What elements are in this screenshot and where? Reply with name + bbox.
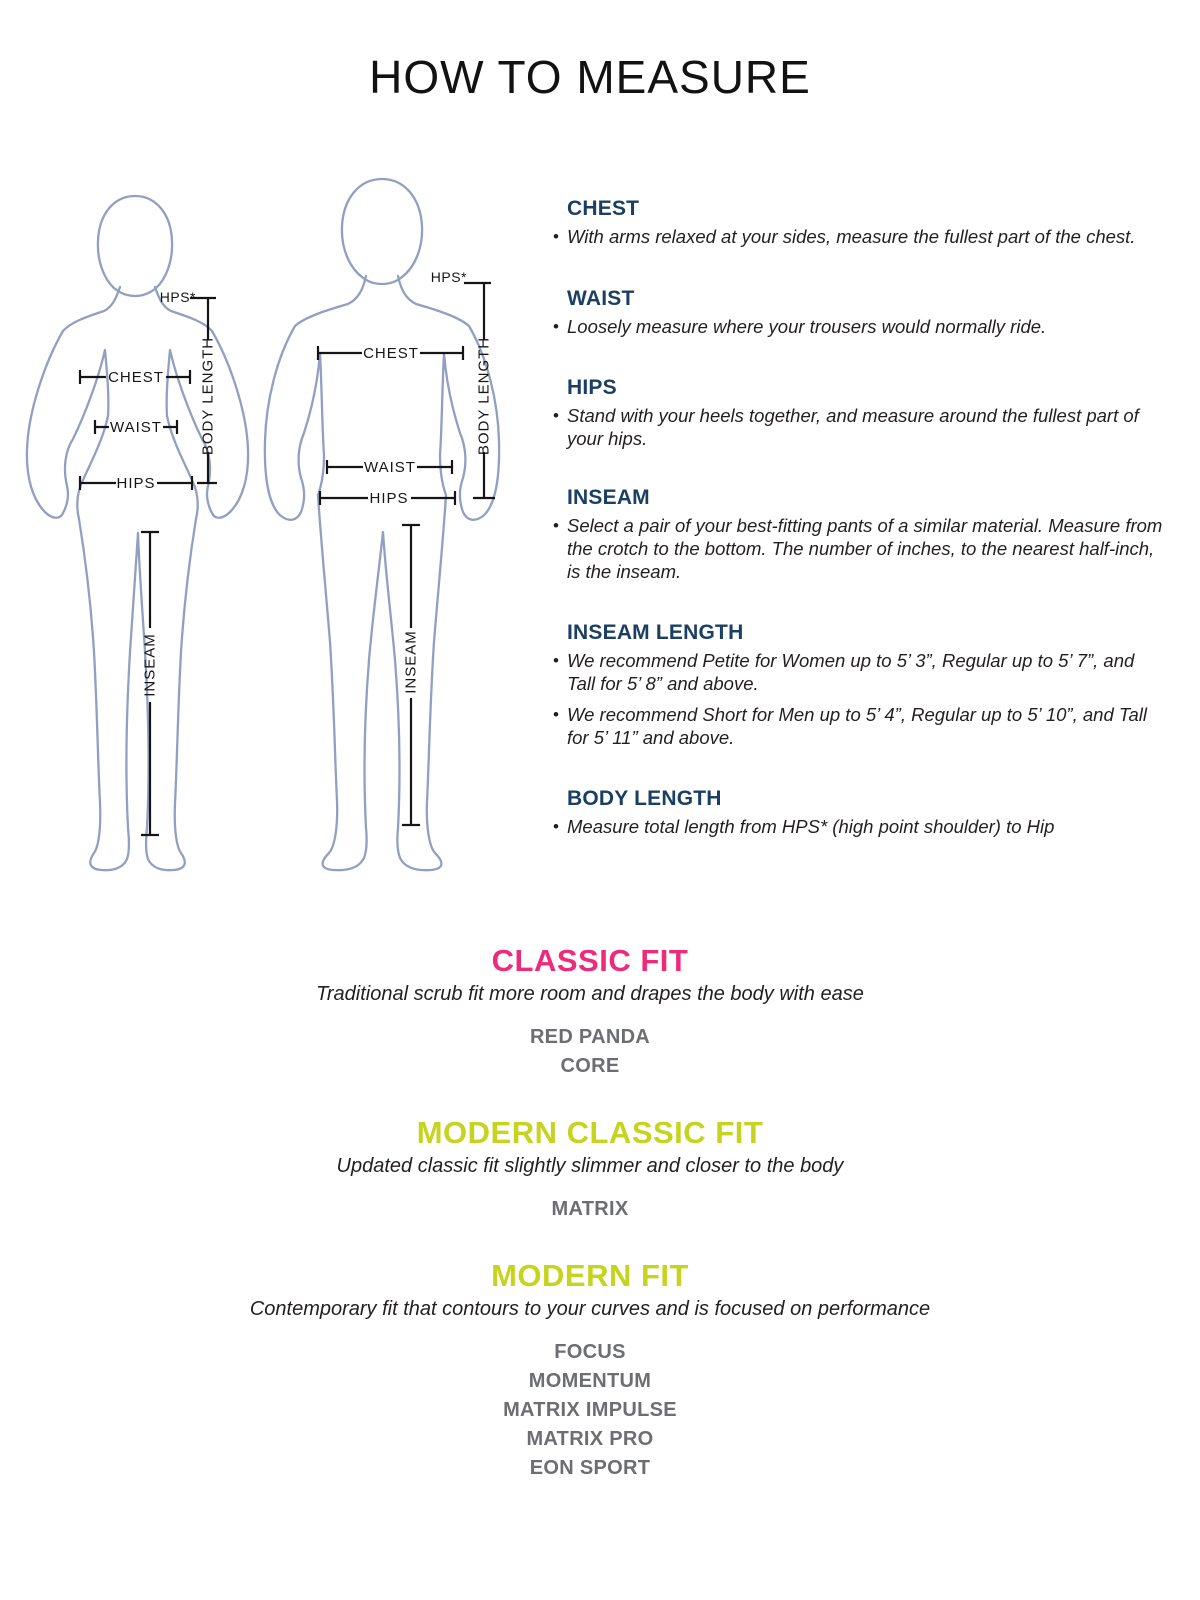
female-hps-label: HPS* (159, 289, 196, 305)
brand-item: FOCUS (554, 1341, 626, 1363)
male-hips-label: HIPS (369, 490, 409, 507)
brand-item: MATRIX (551, 1198, 629, 1220)
male-hps-label: HPS* (430, 269, 467, 285)
female-bodylength-label: BODY LENGTH (199, 336, 217, 456)
section-bullet-list (552, 649, 1164, 749)
section-heading: WAIST (567, 287, 635, 310)
fit-description: Contemporary fit that contours to your curves and is focused on performance (249, 1298, 931, 1320)
brand-item: MATRIX IMPULSE (503, 1399, 677, 1421)
male-chest-label: CHEST (363, 345, 419, 362)
section-bullet: • We recommend Short for Men up to 5’ 4”, Regular up to 5’ 10”, and Tall for 5’ 11” and above. (552, 703, 1164, 749)
male-body-outline (265, 276, 499, 870)
section-bullet-list (552, 225, 1164, 248)
male-waist-measure (327, 459, 452, 476)
section-bullet: • Select a pair of your best-fitting pants of a similar material. Measure from the crotch to the bottom. The number of inches, to the nearest half-inch, is the inseam. (552, 514, 1164, 583)
fit-modern-classic (0, 1115, 1180, 1224)
section-bullet: • We recommend Petite for Women up to 5’ 3”, Regular up to 5’ 7”, and Tall for 5’ 8” and above. (552, 649, 1164, 695)
section-bullet-list (552, 514, 1164, 583)
female-hips-measure (80, 475, 192, 492)
female-head-outline (98, 196, 172, 296)
female-inseam-label: INSEAM (141, 633, 159, 697)
section-heading: INSEAM (567, 486, 650, 509)
fit-description: Traditional scrub fit more room and drapes the body with ease (316, 983, 864, 1005)
section-bullet: • With arms relaxed at your sides, measure the fullest part of the chest. (552, 225, 1164, 248)
section-inseam (552, 487, 1164, 591)
male-inseam-label: INSEAM (402, 630, 420, 694)
section-heading: INSEAM LENGTH (567, 621, 744, 644)
fit-brand-list (0, 1195, 1180, 1224)
section-inseam-length (552, 622, 1164, 757)
fit-name: MODERN CLASSIC FIT (416, 1115, 764, 1150)
section-bullet-list (552, 815, 1164, 838)
fit-brand-list (0, 1338, 1180, 1483)
male-hips-measure (320, 490, 455, 507)
fit-modern (0, 1258, 1180, 1483)
section-bullet: • Measure total length from HPS* (high point shoulder) to Hip (552, 815, 1164, 838)
measurement-diagram (0, 160, 540, 880)
male-head-outline (342, 179, 422, 284)
fit-brand-list (0, 1023, 1180, 1081)
female-hips-label: HIPS (116, 475, 156, 492)
section-bullet: • Loosely measure where your trousers would normally ride. (552, 315, 1164, 338)
brand-item: EON SPORT (529, 1457, 651, 1479)
fit-description: Updated classic fit slightly slimmer and closer to the body (336, 1155, 844, 1177)
male-figure (265, 179, 499, 870)
fit-name: MODERN FIT (491, 1258, 689, 1293)
male-chest-measure (318, 345, 463, 362)
fit-name: CLASSIC FIT (491, 943, 689, 978)
section-hips (552, 377, 1164, 458)
female-inseam-measure (141, 532, 159, 835)
male-bodylength-label: BODY LENGTH (475, 336, 493, 456)
brand-item: MATRIX PRO (526, 1428, 654, 1450)
brand-item: MOMENTUM (528, 1370, 652, 1392)
section-bullet-list (552, 315, 1164, 338)
page-title: HOW TO MEASURE (369, 51, 811, 103)
brand-item: CORE (560, 1055, 620, 1077)
brand-item: RED PANDA (529, 1026, 651, 1048)
female-waist-label: WAIST (110, 419, 162, 436)
section-heading: BODY LENGTH (567, 787, 722, 810)
section-bullet-list (552, 404, 1164, 450)
section-heading: CHEST (567, 197, 640, 220)
female-figure (27, 196, 248, 870)
male-waist-label: WAIST (364, 459, 416, 476)
section-chest (552, 198, 1164, 256)
section-heading: HIPS (567, 376, 617, 399)
female-chest-label: CHEST (108, 369, 164, 386)
male-inseam-measure (402, 525, 420, 825)
section-body-length (552, 788, 1164, 846)
section-bullet: • Stand with your heels together, and measure around the fullest part of your hips. (552, 404, 1164, 450)
fit-classic (0, 943, 1180, 1081)
section-waist (552, 288, 1164, 346)
